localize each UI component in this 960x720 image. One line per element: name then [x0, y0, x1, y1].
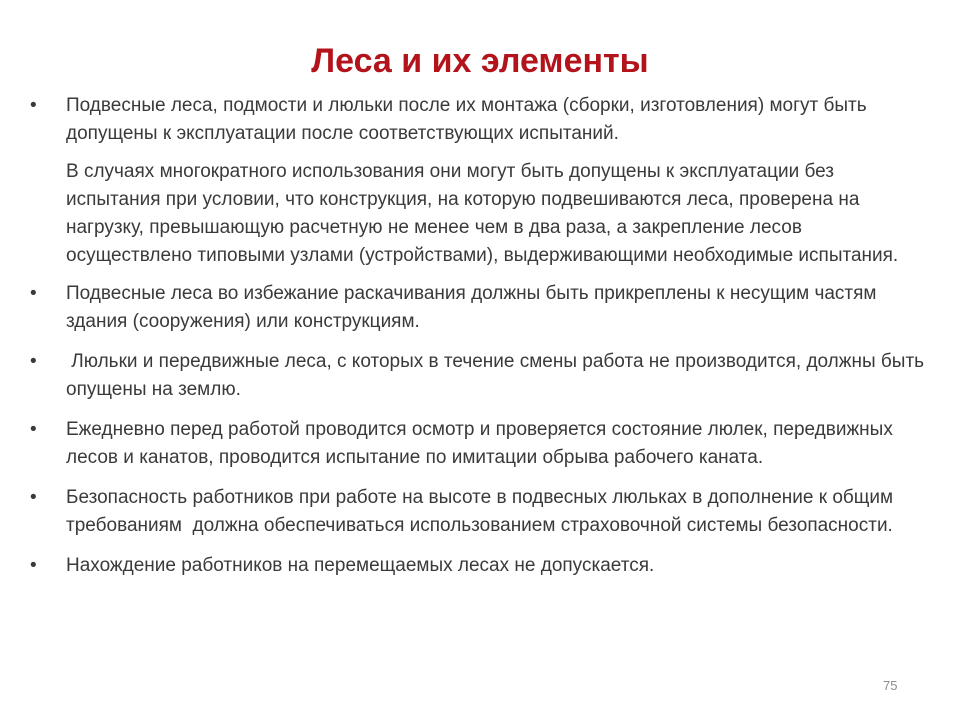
- bullet-icon: •: [30, 283, 37, 304]
- paragraph: Нахождение работников на перемещаемых лесах не допускается.: [66, 555, 655, 576]
- bullet-list: [28, 92, 933, 580]
- list-item: [28, 552, 933, 580]
- bullet-icon: •: [30, 95, 37, 116]
- slide-title: Леса и их элементы: [311, 42, 649, 80]
- bullet-icon: •: [30, 487, 37, 508]
- paragraph: Ежедневно перед работой проводится осмотр и проверяется состояние люлек, передвижных лесов и канатов, проводится испытание по имитации обрыва рабочего каната.: [66, 419, 893, 468]
- paragraph: Подвесные леса, подмости и люльки после их монтажа (сборки, изготовления) могут быть допущены к эксплуатации после соответствующих испытаний.: [66, 95, 867, 144]
- list-item: [28, 92, 933, 270]
- list-item: [28, 416, 933, 472]
- bullet-icon: •: [30, 351, 37, 372]
- list-item: [28, 280, 933, 336]
- bullet-icon: •: [30, 555, 37, 576]
- list-item: [28, 348, 933, 404]
- page-number: 75: [883, 678, 898, 693]
- bullet-icon: •: [30, 419, 37, 440]
- list-item: [28, 484, 933, 540]
- paragraph: Люльки и передвижные леса, с которых в течение смены работа не производится, должны быть опущены на землю.: [66, 351, 930, 400]
- paragraph: Безопасность работников при работе на высоте в подвесных люльках в дополнение к общим требованиям должна обеспечиваться использованием страховочной системы безопасности.: [66, 487, 899, 536]
- paragraph: В случаях многократного использования они могут быть допущены к эксплуатации без испытания при условии, что конструкция, на которую подвешиваются леса, проверена на нагрузку, превышающую расчетную не менее чем в два раза, а закрепление лесов осуществлено типовыми узлами (устройствами), выдерживающими необходимые испытания.: [66, 161, 899, 266]
- paragraph: Подвесные леса во избежание раскачивания должны быть прикреплены к несущим частям здания (сооружения) или конструкциям.: [66, 283, 877, 332]
